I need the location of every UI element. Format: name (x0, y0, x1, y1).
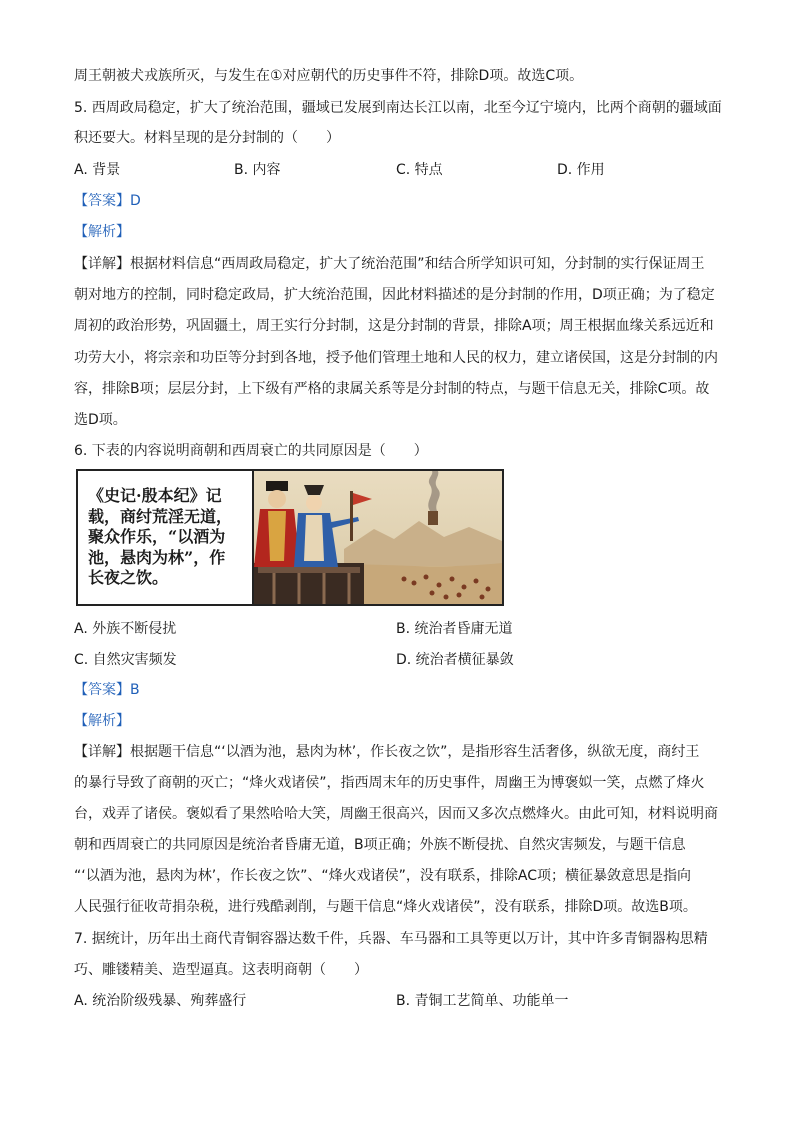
q6-material-line: 《史记·殷本纪》记 (88, 486, 222, 505)
q5-analysis-tag: 【解析】 (74, 224, 130, 240)
q7-stem-line2: 巧、雕镂精美、造型逼真。这表明商朝（ ） (74, 962, 368, 978)
q7-option-a: A. 统治阶级残暴、殉葬盛行 (74, 993, 247, 1009)
q6-option-d: D. 统治者横征暴敛 (396, 652, 514, 668)
q6-option-a: A. 外族不断侵扰 (74, 621, 177, 637)
q5-detail-5: 容，排除B项；层层分封，上下级有严格的隶属关系等是分封制的特点，与题干信息无关，排除C项。故 (74, 381, 710, 397)
q6-detail-5: “‘以酒为池，悬肉为林’，作长夜之饮”、“烽火戏诸侯”，没有联系，排除AC项；横征暴敛意思是指向 (74, 868, 692, 884)
q7-option-b: B. 青铜工艺简单、功能单一 (396, 993, 569, 1009)
q6-material-text (78, 471, 254, 604)
q5-detail-2: 朝对地方的控制，同时稳定政局，扩大统治范围，因此材料描述的是分封制的作用，D项正确；为了稳定 (74, 287, 715, 303)
continuation-line: 周王朝被犬戎族所灭，与发生在①对应朝代的历史事件不符，排除D项。故选C项。 (74, 68, 584, 84)
q5-detail-6: 选D项。 (74, 412, 127, 428)
q5-detail-1: 【详解】根据材料信息“西周政局稳定，扩大了统治范围”和结合所学知识可知，分封制的实行保证周王 (74, 256, 705, 272)
q6-stem: 6. 下表的内容说明商朝和西周衰亡的共同原因是（ ） (74, 443, 428, 459)
q5-stem-line2: 积还要大。材料呈现的是分封制的（ ） (74, 130, 340, 146)
q5-answer: 【答案】D (74, 193, 141, 209)
q5-option-c: C. 特点 (396, 162, 443, 178)
q5-option-b: B. 内容 (234, 162, 281, 178)
q5-option-d: D. 作用 (557, 162, 605, 178)
q6-material-line: 长夜之饮。 (88, 568, 169, 587)
q5-stem-line1: 5. 西周政局稳定，扩大了统治范围，疆域已发展到南达长江以南，北至今辽宁境内，比两个商朝的疆域面 (74, 100, 722, 116)
q5-detail-4: 功劳大小，将宗亲和功臣等分封到各地，授予他们管理土地和人民的权力，建立诸侯国，这是分封制的内 (74, 350, 718, 366)
q6-detail-4: 朝和西周衰亡的共同原因是统治者昏庸无道，B项正确；外族不断侵扰、自然灾害频发，与题干信息 (74, 837, 686, 853)
q6-option-b: B. 统治者昏庸无道 (396, 621, 513, 637)
q6-material-line: 池，悬肉为林”，作 (88, 547, 226, 567)
q6-material-line: 聚众作乐，“以酒为 (88, 527, 226, 546)
q7-stem-line1: 7. 据统计，历年出土商代青铜容器达数千件，兵器、车马器和工具等更以万计，其中许多青铜器构思精 (74, 931, 708, 947)
q6-option-c: C. 自然灾害频发 (74, 652, 177, 668)
beacon-fire-illustration (254, 471, 502, 604)
q6-detail-6: 人民强行征收苛捐杂税，进行残酷剥削，与题干信息“烽火戏诸侯”，没有联系，排除D项。故选B项。 (74, 899, 697, 915)
q6-detail-3: 台，戏弄了诸侯。褒姒看了果然哈哈大笑，周幽王很高兴，因而又多次点燃烽火。由此可知，材料说明商 (74, 806, 718, 822)
q6-detail-2: 的暴行导致了商朝的灭亡；“烽火戏诸侯”，指西周末年的历史事件，周幽王为博褒姒一笑，点燃了烽火 (74, 775, 705, 791)
q5-option-a: A. 背景 (74, 162, 121, 178)
q6-analysis-tag: 【解析】 (74, 713, 130, 729)
q6-answer: 【答案】B (74, 682, 140, 698)
q6-detail-1: 【详解】根据题干信息“‘以酒为池，悬肉为林’，作长夜之饮”，是指形容生活奢侈，纵欲无度，商纣王 (74, 744, 700, 760)
q6-material-line: 载，商纣荒淫无道， (88, 506, 233, 526)
q5-detail-3: 周初的政治形势，巩固疆土，周王实行分封制，这是分封制的背景，排除A项；周王根据血缘关系远近和 (74, 318, 714, 334)
q6-material-card (76, 469, 504, 606)
